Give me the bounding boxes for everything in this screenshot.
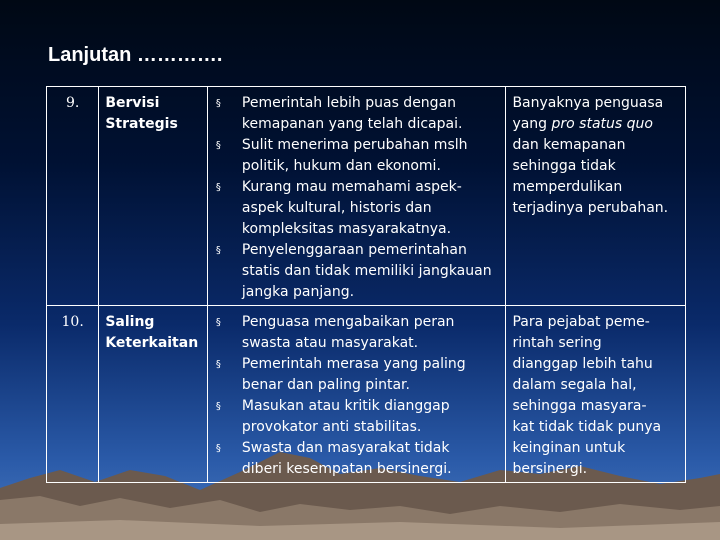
bullet-icon: § <box>215 359 221 370</box>
list-item: § Masukan atau kritik dianggap provokator anti stabilitas. <box>215 398 450 435</box>
list-item: § Sulit menerima perubahan mslh politik, hukum dan ekonomi. <box>215 137 468 174</box>
row-number: 10. <box>47 306 99 483</box>
italic-term: pro status quo <box>551 116 653 132</box>
list-item: § Penguasa mengabaikan peran swasta atau masyarakat. <box>215 314 455 351</box>
list-item: § Kurang mau memahami aspek- aspek kultural, historis dan kompleksitas masyarakatnya. <box>215 179 462 237</box>
page-title: Lanjutan …………. <box>48 44 223 66</box>
row-points <box>207 306 506 483</box>
bullet-icon: § <box>215 401 221 412</box>
table-row <box>47 87 686 306</box>
row-name <box>99 306 208 483</box>
list-item: § Swasta dan masyarakat tidak diberi kesempatan bersinergi. <box>215 440 452 477</box>
list-item: § Pemerintah lebih puas dengan kemapanan yang telah dicapai. <box>215 95 463 132</box>
row-points <box>207 87 506 306</box>
row-name <box>99 87 208 306</box>
row-result: Para pejabat peme- rintah sering dianggap lebih tahu dalam segala hal, sehingga masyara- kat tidak tidak punya keinginan untuk bersinergi. <box>506 306 686 483</box>
bullet-icon: § <box>215 182 221 193</box>
row-name-line: Bervisi <box>105 95 160 111</box>
bullet-icon: § <box>215 317 221 328</box>
list-item: § Penyelenggaraan pemerintahan statis dan tidak memiliki jangkauan jangka panjang. <box>215 242 492 300</box>
row-number: 9. <box>47 87 99 306</box>
row-name-line: Keterkaitan <box>105 335 199 351</box>
list-item: § Pemerintah merasa yang paling benar dan paling pintar. <box>215 356 466 393</box>
table-row <box>47 306 686 483</box>
bullet-icon: § <box>215 245 221 256</box>
bullet-icon: § <box>215 98 221 109</box>
row-name-line: Strategis <box>105 116 178 132</box>
row-name-line: Saling <box>105 314 155 330</box>
row-result: Banyaknya penguasa yang pro status quo dan kemapanan sehingga tidak memperdulikan terjadinya perubahan. <box>506 87 686 306</box>
bullet-icon: § <box>215 140 221 151</box>
bullet-icon: § <box>215 443 221 454</box>
content-table <box>46 86 686 483</box>
